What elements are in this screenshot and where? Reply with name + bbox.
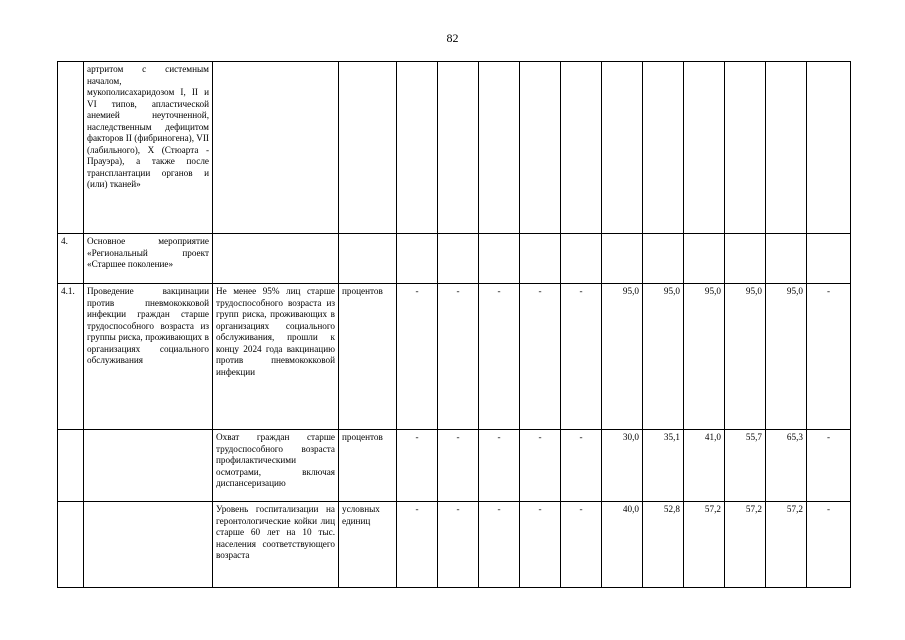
row-number	[58, 62, 84, 234]
value-cell	[766, 62, 807, 234]
value-cell	[643, 234, 684, 284]
row-number: 4.	[58, 234, 84, 284]
value-cell	[725, 62, 766, 234]
unit-cell: процентов	[339, 430, 397, 502]
indicator-cell	[213, 62, 339, 234]
value-cell	[643, 62, 684, 234]
indicator-cell	[213, 234, 339, 284]
value-cell: 95,0	[766, 284, 807, 430]
value-cell	[520, 62, 561, 234]
value-cell	[807, 234, 851, 284]
value-cell: -	[438, 430, 479, 502]
value-cell	[766, 234, 807, 284]
value-cell: -	[520, 502, 561, 588]
value-cell: 41,0	[684, 430, 725, 502]
value-cell: 65,3	[766, 430, 807, 502]
value-cell: -	[561, 284, 602, 430]
value-cell: -	[479, 284, 520, 430]
value-cell	[438, 234, 479, 284]
unit-cell: условных единиц	[339, 502, 397, 588]
value-cell: 95,0	[725, 284, 766, 430]
value-cell: 35,1	[643, 430, 684, 502]
table-row	[58, 234, 851, 284]
value-cell	[397, 62, 438, 234]
value-cell	[807, 62, 851, 234]
indicator-cell: Не менее 95% лиц старше трудоспособного возраста из групп риска, проживающих в организациях социального обслуживания, прошли к концу 2024 года вакцинацию против пневмококковой инфекции	[213, 284, 339, 430]
program-indicators-table	[57, 61, 851, 588]
page-number: 82	[446, 31, 459, 45]
value-cell: 55,7	[725, 430, 766, 502]
value-cell	[602, 62, 643, 234]
value-cell: 57,2	[684, 502, 725, 588]
value-cell: -	[438, 284, 479, 430]
value-cell: -	[561, 502, 602, 588]
value-cell: -	[561, 430, 602, 502]
value-cell: -	[807, 284, 851, 430]
value-cell: 57,2	[725, 502, 766, 588]
value-cell: -	[397, 284, 438, 430]
value-cell	[479, 234, 520, 284]
row-number	[58, 430, 84, 502]
value-cell	[520, 234, 561, 284]
value-cell: -	[479, 430, 520, 502]
row-number: 4.1.	[58, 284, 84, 430]
value-cell: -	[807, 430, 851, 502]
value-cell	[561, 62, 602, 234]
activity-cell	[84, 430, 213, 502]
value-cell: -	[397, 502, 438, 588]
value-cell: -	[520, 284, 561, 430]
value-cell: -	[807, 502, 851, 588]
value-cell	[684, 62, 725, 234]
activity-cell	[84, 502, 213, 588]
value-cell: 95,0	[602, 284, 643, 430]
table-row	[58, 62, 851, 234]
table-row	[58, 502, 851, 588]
value-cell	[561, 234, 602, 284]
row-number	[58, 502, 84, 588]
value-cell	[438, 62, 479, 234]
table-row	[58, 284, 851, 430]
table-row	[58, 430, 851, 502]
activity-cell: артритом с системным началом, мукополисахаридозом I, II и VI типов, апластической анемией неуточненной, наследственным дефицитом факторов II (фибриногена), VII (лабильного), X (Стюарта - Прауэра), а также после трансплантации органов и (или) тканей»	[84, 62, 213, 234]
activity-cell: Проведение вакцинации против пневмококковой инфекции граждан старше трудоспособного возраста из группы риска, проживающих в организациях социального обслуживания	[84, 284, 213, 430]
indicator-cell: Охват граждан старше трудоспособного возраста профилактическими осмотрами, включая диспансеризацию	[213, 430, 339, 502]
indicator-cell: Уровень госпитализации на геронтологические койки лиц старше 60 лет на 10 тыс. населения соответствующего возраста	[213, 502, 339, 588]
value-cell	[397, 234, 438, 284]
value-cell: 57,2	[766, 502, 807, 588]
value-cell: 40,0	[602, 502, 643, 588]
value-cell: -	[520, 430, 561, 502]
unit-cell	[339, 234, 397, 284]
value-cell	[479, 62, 520, 234]
value-cell: -	[397, 430, 438, 502]
value-cell: -	[438, 502, 479, 588]
value-cell	[725, 234, 766, 284]
value-cell: 95,0	[643, 284, 684, 430]
value-cell: 52,8	[643, 502, 684, 588]
unit-cell: процентов	[339, 284, 397, 430]
value-cell	[602, 234, 643, 284]
value-cell: 95,0	[684, 284, 725, 430]
value-cell: -	[479, 502, 520, 588]
unit-cell	[339, 62, 397, 234]
value-cell	[684, 234, 725, 284]
value-cell: 30,0	[602, 430, 643, 502]
activity-cell: Основное мероприятие «Региональный проект «Старшее поколение»	[84, 234, 213, 284]
